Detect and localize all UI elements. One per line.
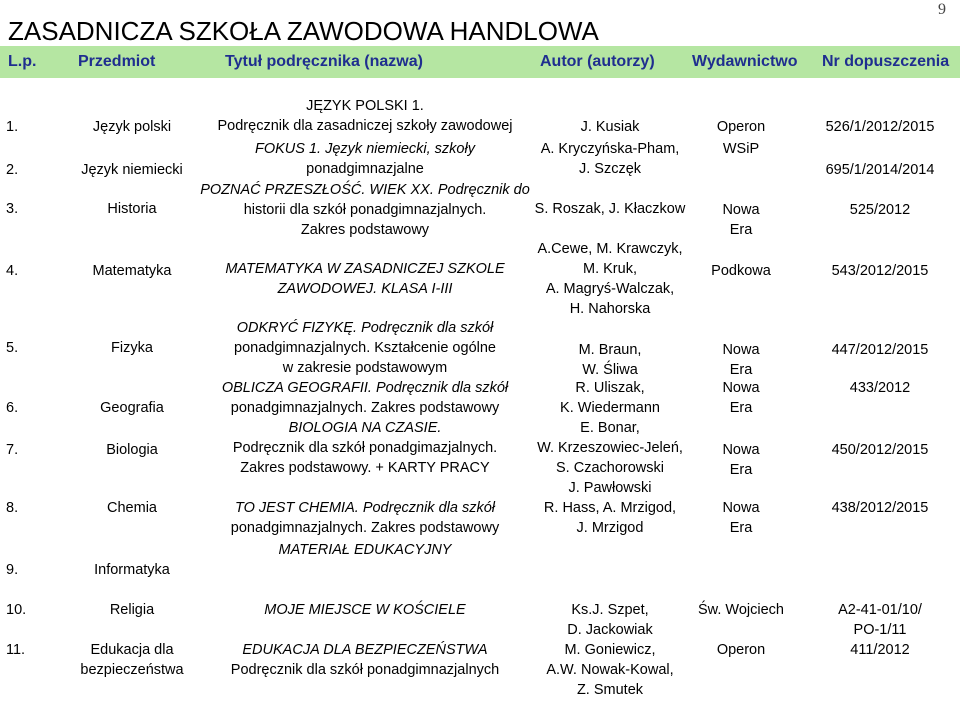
row-11-lp: 11. (6, 642, 26, 658)
row-7-title-line-3: Zakres podstawowy. + KARTY PRACY (240, 460, 490, 476)
row-3-publisher-line-2: Era (729, 222, 753, 238)
row-6-title-line-1: OBLICZA GEOGRAFII. Podręcznik dla szkół (221, 380, 509, 396)
row-3-subject: Historia (107, 201, 157, 217)
row-7-author-line-4: J. Pawłowski (568, 480, 652, 496)
row-3-approval: 525/2012 (849, 202, 911, 218)
row-7-publisher-line-2: Era (729, 462, 753, 478)
row-4-approval: 543/2012/2015 (831, 263, 929, 279)
row-9-lp: 9. (6, 562, 19, 578)
row-5-title-line-3: w zakresie podstawowym (282, 360, 448, 376)
row-4-publisher: Podkowa (711, 263, 771, 279)
row-4-author-line-3: A. Magryś-Walczak, (545, 281, 675, 297)
row-11-author-line-1: M. Goniewicz, (564, 642, 656, 658)
row-10-publisher: Św. Wojciech (698, 602, 784, 618)
row-4-subject: Matematyka (92, 263, 172, 279)
row-5-lp: 5. (6, 340, 19, 356)
row-1-title-line-2: Podręcznik dla zasadniczej szkoły zawodowej (217, 118, 513, 134)
row-7-author-line-2: W. Krzeszowiec-Jeleń, (537, 440, 683, 456)
row-8-title-line-2: ponadgimnazjalnych. Zakres podstawowy (230, 520, 500, 536)
row-8-lp: 8. (6, 500, 19, 516)
row-4-lp: 4. (6, 263, 19, 279)
row-1-title-line-1: JĘZYK POLSKI 1. (306, 98, 424, 114)
row-4-author-line-2: M. Kruk, (583, 261, 637, 277)
row-7-subject: Biologia (106, 442, 158, 458)
row-3-lp: 3. (6, 201, 19, 217)
page-title: ZASADNICZA SZKOŁA ZAWODOWA HANDLOWA (8, 16, 599, 46)
row-1-lp: 1. (6, 119, 19, 135)
row-1-publisher: Operon (716, 119, 766, 135)
row-2-title-line-1: FOKUS 1. Język niemiecki, szkoły (255, 141, 475, 157)
row-7-publisher-line-1: Nowa (722, 442, 760, 458)
row-5-author-line-1: M. Braun, (578, 342, 642, 358)
row-2-subject: Język niemiecki (81, 162, 183, 178)
row-7-lp: 7. (6, 442, 19, 458)
row-6-lp: 6. (6, 400, 19, 416)
row-11-author-line-3: Z. Smutek (576, 682, 644, 698)
row-10-author-line-2: D. Jackowiak (567, 622, 653, 638)
row-6-author-line-2: K. Wiedermann (560, 400, 660, 416)
row-9-title: MATERIAŁ EDUKACYJNY (278, 542, 452, 558)
row-7-title-line-2: Podręcznik dla szkół ponadgimazjalnych. (232, 440, 498, 456)
row-10-approval-line-1: A2-41-01/10/ (838, 602, 922, 618)
row-10-approval-line-2: PO-1/11 (853, 622, 907, 638)
row-7-author-line-3: S. Czachorowski (556, 460, 664, 476)
row-5-title-line-1: ODKRYĆ FIZYKĘ. Podręcznik dla szkół (236, 320, 494, 336)
row-2-lp: 2. (6, 162, 19, 178)
row-11-subject-line-1: Edukacja dla (90, 642, 174, 658)
row-10-lp: 10. (6, 602, 27, 618)
row-6-approval: 433/2012 (849, 380, 911, 396)
row-6-title-line-2: ponadgimnazjalnych. Zakres podstawowy (230, 400, 500, 416)
row-9-subject: Informatyka (94, 562, 170, 578)
row-3-title-line-1: POZNAĆ PRZESZŁOŚĆ. WIEK XX. Podręcznik do (200, 182, 530, 198)
header-lp: L.p. (8, 53, 37, 70)
row-7-author-line-1: E. Bonar, (580, 420, 640, 436)
row-6-publisher-line-2: Era (729, 400, 753, 416)
row-8-publisher-line-1: Nowa (722, 500, 760, 516)
row-4-title-line-1: MATEMATYKA W ZASADNICZEJ SZKOLE (225, 261, 505, 277)
row-5-publisher-line-1: Nowa (722, 342, 760, 358)
row-2-title-line-2: ponadgimnazjalne (306, 161, 424, 177)
header-approval: Nr dopuszczenia (822, 53, 950, 70)
row-8-author-line-2: J. Mrzigod (576, 520, 644, 536)
row-2-publisher: WSiP (722, 141, 760, 157)
row-8-title-line-1: TO JEST CHEMIA. Podręcznik dla szkół (234, 500, 495, 516)
row-11-title-line-1: EDUKACJA DLA BEZPIECZEŃSTWA (242, 642, 488, 658)
header-book-title: Tytuł podręcznika (nazwa) (225, 53, 423, 70)
row-8-publisher-line-2: Era (729, 520, 753, 536)
row-1-approval: 526/1/2012/2015 (825, 119, 935, 135)
page-number: 9 (938, 1, 946, 18)
row-3-author: S. Roszak, J. Kłaczkow (534, 201, 686, 217)
row-10-author-line-1: Ks.J. Szpet, (571, 602, 649, 618)
row-3-publisher-line-1: Nowa (722, 202, 760, 218)
row-11-publisher: Operon (716, 642, 766, 658)
row-8-approval: 438/2012/2015 (831, 500, 929, 516)
row-6-subject: Geografia (100, 400, 164, 416)
row-11-approval: 411/2012 (850, 642, 910, 658)
row-11-title-line-2: Podręcznik dla szkół ponadgimnazjalnych (230, 662, 500, 678)
row-3-title-line-3: Zakres podstawowy (300, 222, 430, 238)
row-4-title-line-2: ZAWODOWEJ. KLASA I-III (277, 281, 453, 297)
row-11-subject-line-2: bezpieczeństwa (80, 662, 184, 678)
row-3-title-line-2: historii dla szkół ponadgimnazjalnych. (243, 202, 487, 218)
row-5-approval: 447/2012/2015 (831, 342, 929, 358)
header-author: Autor (autorzy) (540, 53, 655, 70)
row-8-subject: Chemia (107, 500, 157, 516)
row-6-author-line-1: R. Uliszak, (575, 380, 645, 396)
row-10-subject: Religia (109, 602, 155, 618)
row-4-author-line-4: H. Nahorska (569, 301, 651, 317)
row-7-title-line-1: BIOLOGIA NA CZASIE. (288, 420, 442, 436)
row-5-title-line-2: ponadgimnazjalnych. Kształcenie ogólne (234, 340, 496, 356)
row-2-author-line-2: J. Szczęk (578, 161, 642, 177)
row-5-author-line-2: W. Śliwa (582, 362, 638, 378)
header-publisher: Wydawnictwo (692, 53, 798, 70)
row-2-author-line-1: A. Kryczyńska-Pham, (540, 141, 680, 157)
row-11-author-line-2: A.W. Nowak-Kowal, (546, 662, 674, 678)
row-5-publisher-line-2: Era (729, 362, 753, 378)
row-1-author: J. Kusiak (580, 119, 640, 135)
row-6-publisher-line-1: Nowa (722, 380, 760, 396)
row-8-author-line-1: R. Hass, A. Mrzigod, (543, 500, 677, 516)
row-7-approval: 450/2012/2015 (831, 442, 929, 458)
row-4-author-line-1: A.Cewe, M. Krawczyk, (537, 241, 683, 257)
row-1-subject: Język polski (92, 119, 172, 135)
row-2-approval: 695/1/2014/2014 (825, 162, 935, 178)
row-5-subject: Fizyka (111, 340, 153, 356)
header-subject: Przedmiot (78, 53, 156, 70)
row-10-title: MOJE MIEJSCE W KOŚCIELE (264, 602, 466, 618)
